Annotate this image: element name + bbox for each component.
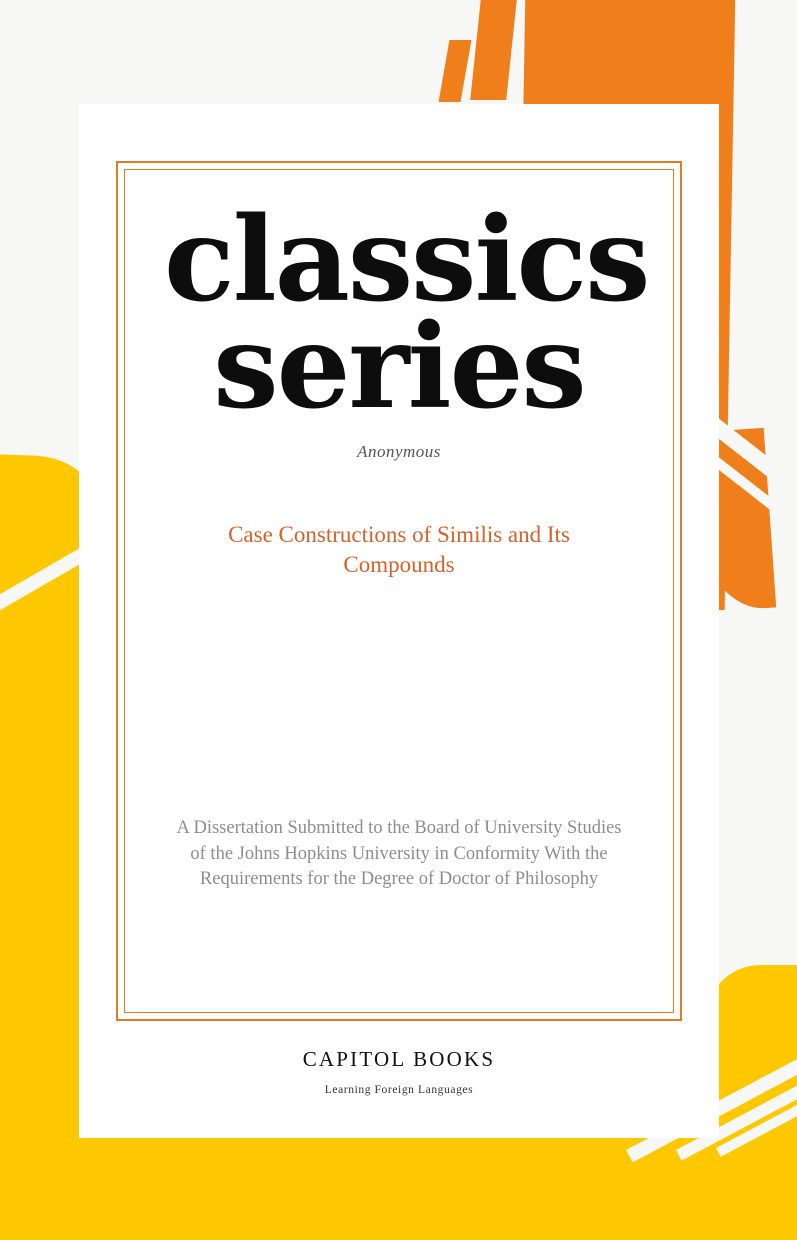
series-title-line-2: series xyxy=(213,298,585,435)
imprint-block xyxy=(79,1047,719,1096)
dissertation-note: A Dissertation Submitted to the Board of University Studies of the Johns Hopkins University in Conformity With the Requirements for the Degree of Doctor of Philosophy xyxy=(176,818,622,890)
author-name: Anonymous xyxy=(357,442,441,462)
orange-brush-shape-top-small xyxy=(470,0,518,100)
publisher-tagline: Learning Foreign Languages xyxy=(324,1084,474,1096)
series-title xyxy=(164,192,649,435)
publisher-name: CAPITOL BOOKS xyxy=(302,1047,496,1071)
cover-content xyxy=(118,163,680,1019)
book-title: Case Constructions of Similis and Its Compounds xyxy=(228,522,570,578)
cover-frame-outer xyxy=(116,161,682,1021)
book-cover xyxy=(79,104,719,1138)
orange-brush-shape-top-tiny xyxy=(439,40,472,102)
series-title-line-1: classics xyxy=(164,192,649,328)
